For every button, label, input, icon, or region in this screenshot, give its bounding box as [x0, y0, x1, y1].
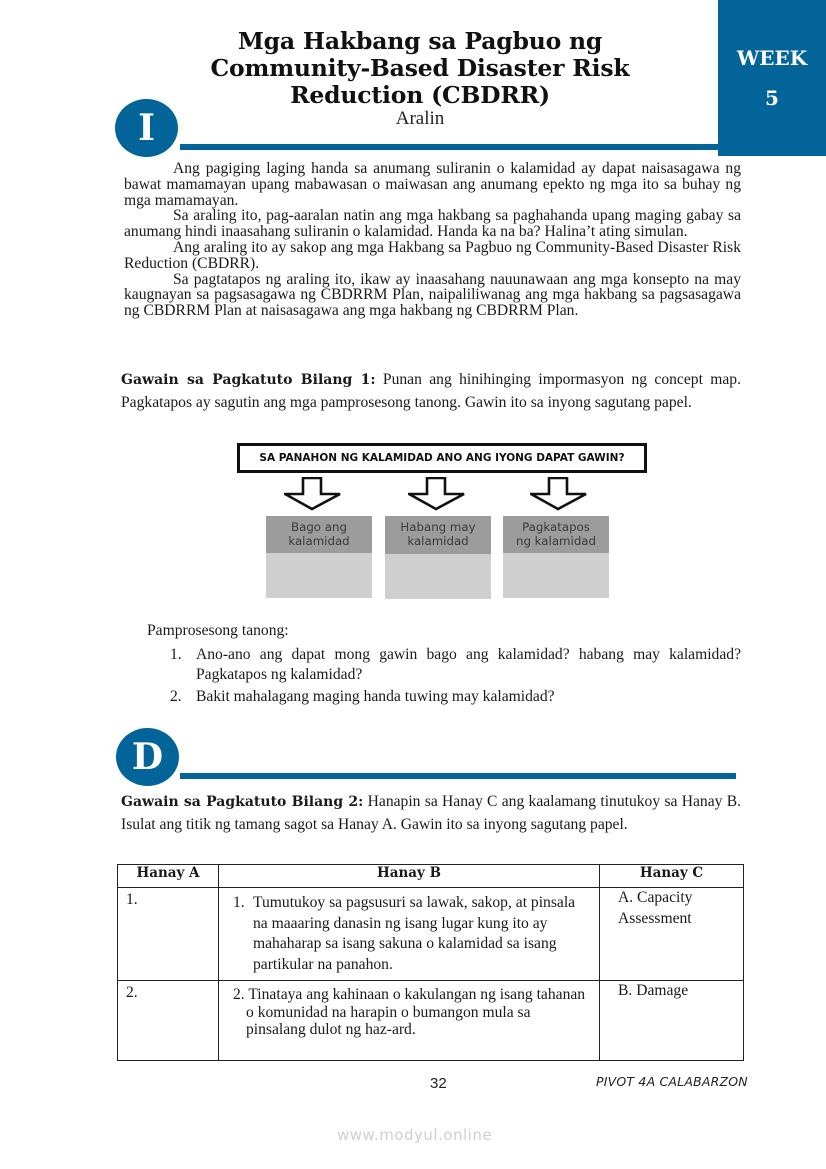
concept-box-header	[385, 516, 491, 554]
title-line-1: Mga Hakbang sa Pagbuo ng	[237, 27, 603, 55]
footer-brand: PIVOT 4A CALABARZON	[596, 1074, 748, 1089]
task-1-label: Gawain sa Pagkatuto Bilang 1:	[121, 372, 376, 388]
table-header-row	[118, 865, 744, 888]
header-hanay-c: Hanay C	[600, 865, 744, 888]
title-line-2: Community-Based Disaster Risk	[210, 54, 630, 82]
task-1-instructions	[121, 369, 741, 413]
section-i-badge: I	[115, 99, 178, 157]
description-cell	[219, 981, 600, 1061]
box-label-line: ng kalamidad	[515, 534, 597, 548]
down-arrow-icon	[530, 477, 588, 511]
section-d-badge: D	[116, 728, 179, 786]
processing-questions-list	[170, 645, 741, 709]
question-number: 2.	[170, 688, 182, 705]
box-label-line: Habang may	[400, 520, 476, 534]
watermark: www.modyul.online	[337, 1126, 493, 1144]
box-label-line: kalamidad	[288, 534, 350, 548]
week-label: WEEK	[736, 46, 808, 70]
box-label-line: kalamidad	[407, 534, 469, 548]
down-arrow-icon	[408, 477, 466, 511]
answer-cell: 2.	[118, 981, 219, 1061]
item-number: 1.	[233, 894, 245, 911]
question-text: Ano-ano ang dapat mong gawin bago ang kalamidad? habang may kalamidad? Pagkatapos ng kalamidad?	[196, 646, 741, 683]
intro-paragraph: Sa araling ito, pag-aaralan natin ang mga hakbang sa paghahanda upang maging gabay sa anumang hindi inaasahang suliranin o kalamidad. Handa ka na ba? Halina’t ating simulan.	[124, 207, 741, 241]
title-line-3: Reduction (CBDRR)	[290, 81, 550, 109]
task-2-label: Gawain sa Pagkatuto Bilang 2:	[121, 794, 364, 810]
header-hanay-b: Hanay B	[219, 865, 600, 888]
intro-paragraph: Ang pagiging laging handa sa anumang suliranin o kalamidad ay dapat naisasagawa ng bawat mamamayan upang mabawasan o maiwasan ang anumang epekto ng mga ito sa buhay ng mga mamamayan.	[124, 160, 741, 209]
section-d-divider	[180, 773, 736, 779]
section-i-divider	[180, 144, 720, 150]
processing-questions-label: Pamprosesong tanong:	[147, 622, 289, 639]
week-badge	[718, 0, 826, 156]
page-number: 32	[430, 1075, 447, 1092]
table-row	[118, 981, 744, 1061]
box-label-line: Pagkatapos	[522, 520, 590, 534]
intro-text	[124, 161, 741, 319]
task-1-text: Punan ang hinihinging impormasyon ng concept map. Pagkatapos ay sagutin ang mga pamprosesong tanong. Gawin ito sa inyong sagutang papel.	[121, 371, 742, 411]
concept-box-header	[503, 516, 609, 553]
question-item	[170, 687, 741, 707]
item-description: Tumutukoy sa pagsusuri sa lawak, sakop, at pinsala na maaaring danasin ng isang lugar kung ito ay mahaharap sa isang sakuna o kalamidad sa isang partikular na panahon.	[253, 894, 576, 973]
choice-cell: B. Damage	[600, 981, 744, 1061]
question-item	[170, 645, 741, 685]
intro-paragraph: Ang araling ito ay sakop ang mga Hakbang sa Pagbuo ng Community-Based Disaster Risk Reduction (CBDRR).	[124, 238, 741, 272]
lesson-subtitle: Aralin	[395, 108, 445, 129]
task-2-instructions	[121, 791, 741, 835]
answer-cell: 1.	[118, 888, 219, 981]
concept-map-title: SA PANAHON NG KALAMIDAD ANO ANG IYONG DAPAT GAWIN?	[237, 443, 647, 473]
concept-box-during	[385, 516, 491, 599]
intro-paragraph: Sa pagtatapos ng araling ito, ikaw ay inaasahang nauunawaan ang mga konsepto na may kaugnayan sa pagsasagawa ng CBDRRM Plan, naipaliliwanag ang mga hakbang sa pagsasagawa ng CBDRRM Plan at naisasagawa ang mga hakbang ng CBDRRM Plan.	[124, 270, 741, 320]
lesson-title	[150, 28, 690, 109]
choice-cell: A. Capacity Assessment	[600, 888, 744, 981]
matching-table	[117, 864, 744, 1061]
task-2-text: Hanapin sa Hanay C ang kaalamang tinutukoy sa Hanay B. Isulat ang titik ng tamang sagot sa Hanay A. Gawin ito sa inyong sagutang papel.	[121, 793, 742, 833]
week-number: 5	[765, 86, 779, 110]
concept-box-after	[503, 516, 609, 598]
question-text: Bakit mahalagang maging handa tuwing may kalamidad?	[196, 688, 555, 705]
concept-box-header	[266, 516, 372, 553]
header-hanay-a: Hanay A	[118, 865, 219, 888]
box-label-line: Bago ang	[291, 520, 347, 534]
down-arrow-icon	[284, 477, 342, 511]
table-row	[118, 888, 744, 981]
question-number: 1.	[170, 646, 182, 663]
concept-box-before	[266, 516, 372, 598]
item-number: 2.	[233, 986, 245, 1003]
item-description: Tinataya ang kahinaan o kakulangan ng isang tahanan o komunidad na harapin o bumangon mula sa pinsalang dulot ng haz-ard.	[246, 986, 586, 1038]
description-cell	[219, 888, 600, 981]
